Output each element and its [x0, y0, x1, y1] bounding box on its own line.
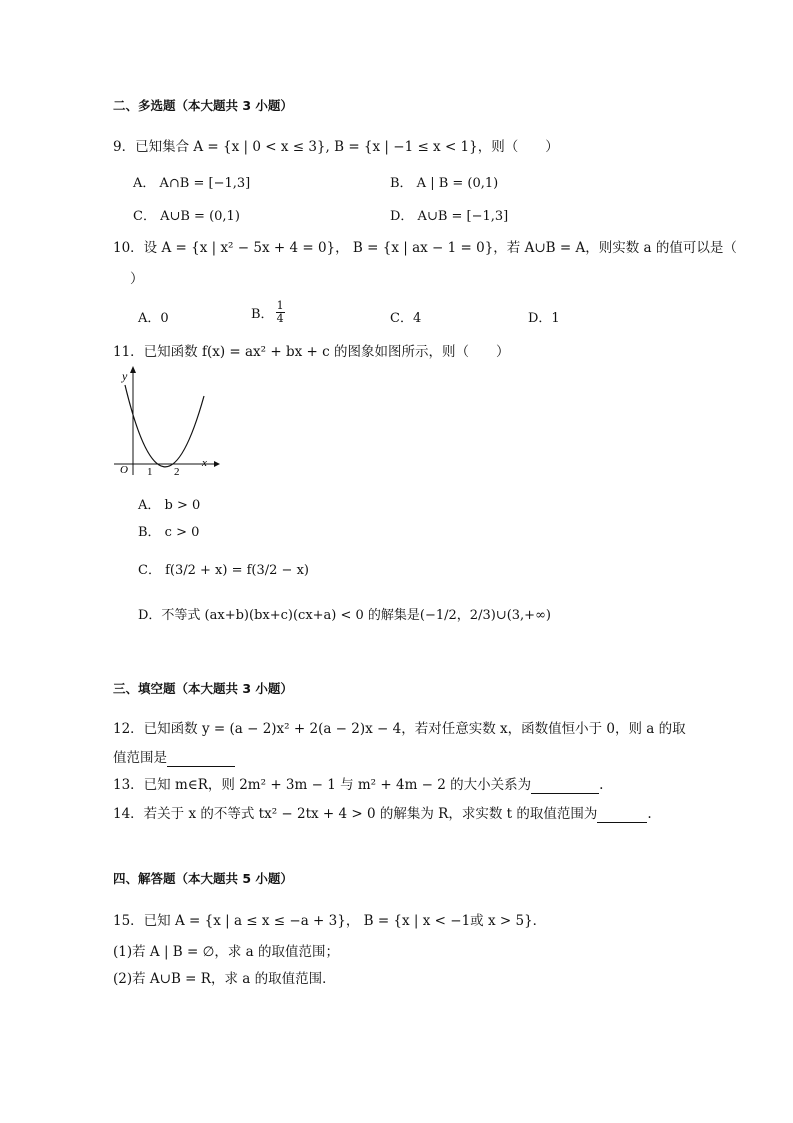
question-10-option-b-label: B． [251, 307, 274, 322]
question-13-text: 13．已知 m∈R，则 2m² + 3m − 1 与 m² + 4m − 2 的大小关系为 [113, 777, 532, 793]
section-heading-free-response: 四、解答题（本大题共 5 小题） [113, 871, 293, 886]
question-14-text: 14．若关于 x 的不等式 tx² − 2tx + 4 > 0 的解集为 R，求实数 t 的取值范围为 [113, 806, 598, 822]
x-axis-label: x [202, 457, 207, 469]
question-10-option-c: C．4 [390, 311, 422, 326]
answer-blank-13[interactable] [531, 779, 599, 794]
question-11-option-d: D．不等式 (ax+b)(bx+c)(cx+a) < 0 的解集是(−1/2，2/3)∪(3,+∞) [138, 608, 551, 623]
question-9-option-b: B． A | B = (0,1) [390, 176, 499, 191]
tick-label-1: 1 [147, 466, 153, 478]
fraction-one-quarter [276, 300, 285, 325]
question-10-stem-continuation: ） [130, 271, 144, 287]
question-15-part-2: (2)若 A∪B = R，求 a 的取值范围． [113, 971, 336, 987]
parabola-graph [110, 363, 220, 478]
fraction-denominator: 4 [276, 312, 284, 325]
question-12-line-2-text: 值范围是 [113, 750, 167, 766]
section-heading-fill-in: 三、填空题（本大题共 3 小题） [113, 681, 293, 696]
answer-blank-12[interactable] [167, 752, 235, 767]
question-9-option-c: C． A∪B = (0,1) [133, 209, 240, 224]
question-9-option-a: A． A∩B = [−1,3] [133, 176, 251, 191]
question-14-period: . [647, 806, 652, 822]
question-15-stem: 15．已知 A = {x | a ≤ x ≤ −a + 3}， B = {x | x < −1或 x > 5}． [113, 913, 547, 929]
tick-label-2: 2 [174, 466, 180, 478]
y-axis-arrow [130, 366, 136, 373]
question-11-stem: 11．已知函数 f(x) = ax² + bx + c 的图象如图所示，则（ ） [113, 344, 510, 360]
question-10-option-b [251, 300, 287, 325]
origin-label: O [120, 464, 128, 476]
answer-blank-14[interactable] [597, 808, 647, 823]
question-11-option-b: B． c > 0 [138, 525, 200, 540]
question-10-option-d: D．1 [528, 311, 560, 326]
question-12-line-1: 12．已知函数 y = (a − 2)x² + 2(a − 2)x − 4，若对任意实数 x，函数值恒小于 0，则 a 的取 [113, 721, 686, 737]
question-15-part-1: (1)若 A | B = ∅，求 a 的取值范围； [113, 944, 339, 960]
x-axis-arrow [214, 461, 220, 467]
question-13-period: . [599, 777, 604, 793]
question-11-option-c: C． f(3/2 + x) = f(3/2 − x) [138, 563, 309, 578]
question-14 [113, 805, 652, 823]
question-10-option-a: A．0 [138, 311, 169, 326]
question-9-stem: 9．已知集合 A = {x | 0 < x ≤ 3}, B = {x | −1 ≤ x < 1}，则（ ） [113, 139, 559, 155]
question-9-option-d: D． A∪B = [−1,3] [390, 209, 509, 224]
question-12-line-2 [113, 749, 235, 767]
question-11-option-a: A． b > 0 [138, 498, 201, 513]
question-10-stem: 10．设 A = {x | x² − 5x + 4 = 0}， B = {x | ax − 1 = 0}，若 A∪B = A，则实数 a 的值可以是（ [113, 240, 737, 256]
question-13 [113, 776, 603, 794]
y-axis-label: y [122, 369, 128, 383]
fraction-numerator: 1 [276, 299, 284, 312]
section-heading-multiple-choice: 二、多选题（本大题共 3 小题） [113, 98, 293, 113]
parabola-curve [125, 385, 204, 467]
